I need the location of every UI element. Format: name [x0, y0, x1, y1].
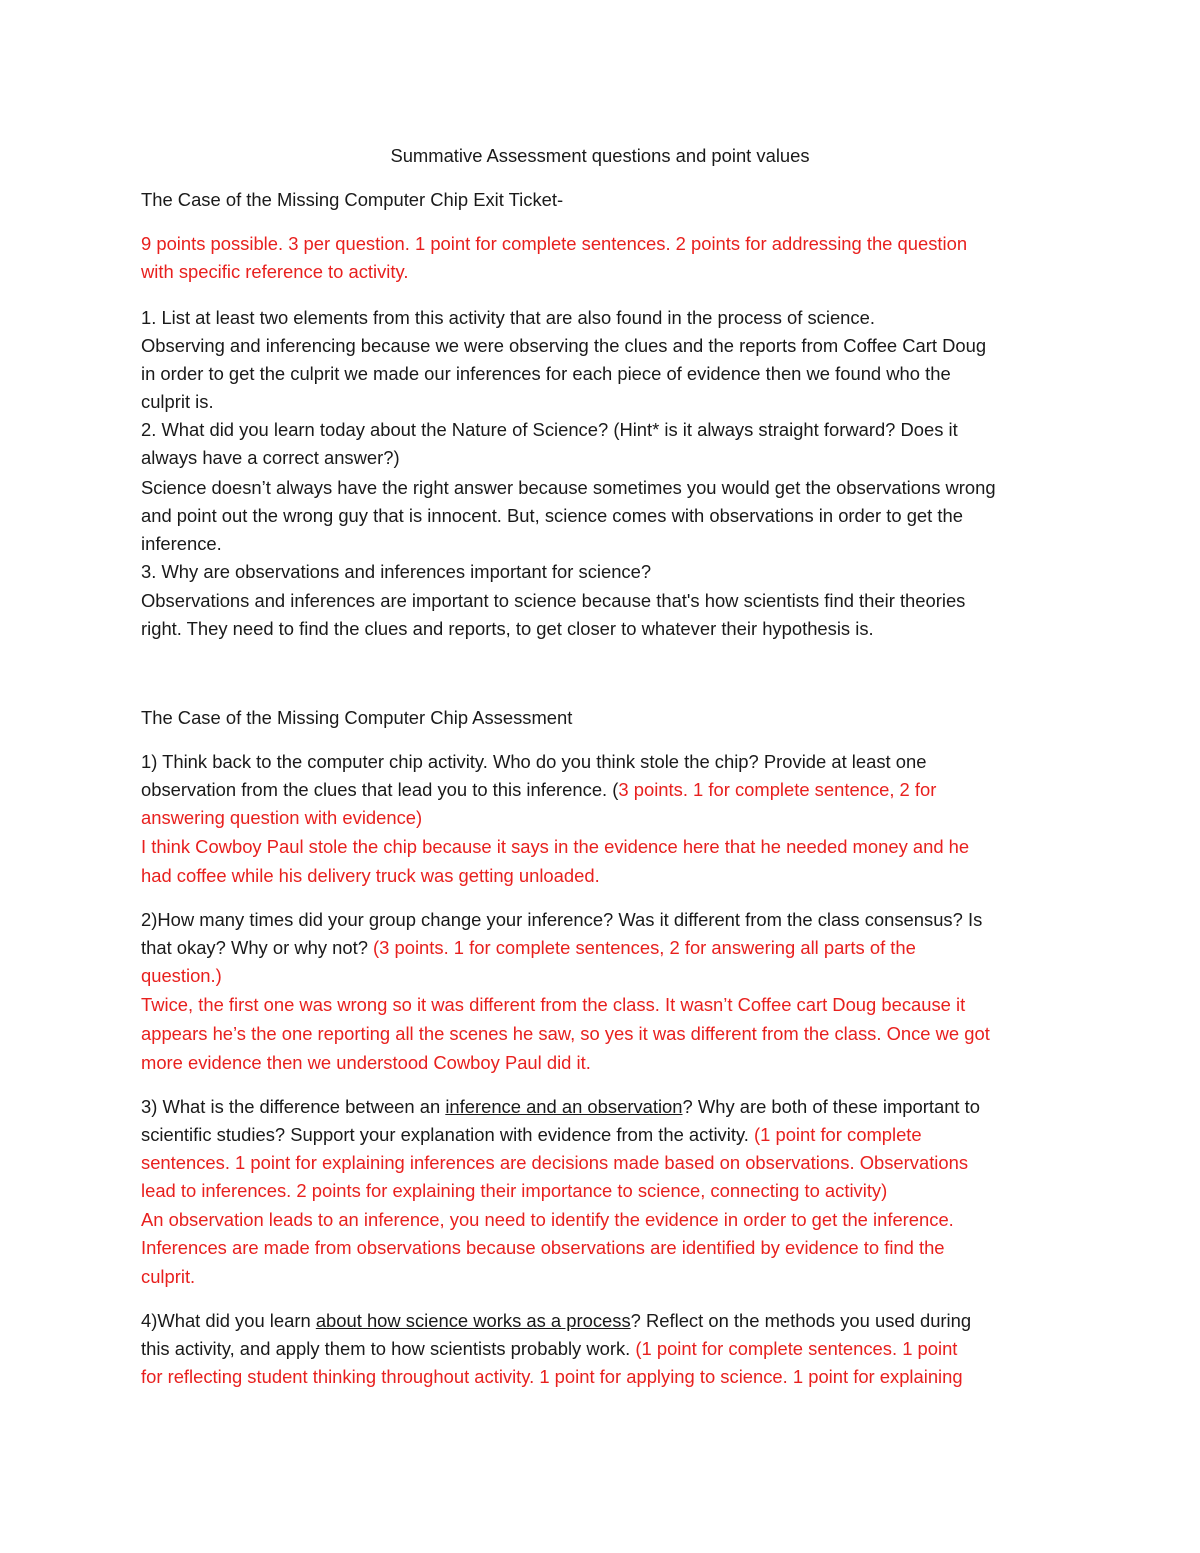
exit-q3-answer-line: right. They need to find the clues and reports, to get closer to whatever their hypothesis is. — [141, 618, 874, 639]
assess-q3-points-line: sentences. 1 point for explaining inferences are decisions made based on observations. Observations — [141, 1152, 969, 1173]
assess-q2-points-line: question.) — [141, 965, 222, 986]
assessment-heading: The Case of the Missing Computer Chip Assessment — [141, 707, 573, 728]
assess-q4-underlined-phrase: about how science works as a process — [315, 1310, 631, 1331]
assess-q2-answer-line: more evidence then we understood Cowboy Paul did it. — [141, 1052, 591, 1073]
assess-q1-question-text: observation from the clues that lead you to this inference. ( — [141, 779, 619, 800]
assess-q3-points: (1 point for complete — [754, 1124, 922, 1145]
assess-q4-question-line — [141, 1307, 971, 1335]
assess-q1-answer-line: had coffee while his delivery truck was getting unloaded. — [141, 865, 600, 886]
assess-q3-question-text: 3) What is the difference between an — [141, 1096, 446, 1117]
assess-q4-question-line — [141, 1335, 957, 1363]
assess-q2-answer-line: Twice, the first one was wrong so it was different from the class. It wasn’t Coffee cart Doug because it — [141, 994, 966, 1015]
exit-q2-question-line: always have a correct answer?) — [141, 447, 400, 468]
assess-q3-question-text: scientific studies? Support your explanation with evidence from the activity. — [141, 1124, 754, 1145]
exit-q1-answer-line: Observing and inferencing because we were observing the clues and the reports from Coffee Cart Doug — [141, 335, 987, 356]
exit-ticket-scoring-line: 9 points possible. 3 per question. 1 point for complete sentences. 2 points for addressing the question — [141, 233, 968, 254]
assess-q3-points-line: lead to inferences. 2 points for explaining their importance to science, connecting to activity) — [141, 1180, 888, 1201]
assess-q3-question-line — [141, 1093, 980, 1121]
exit-q1-question: 1. List at least two elements from this activity that are also found in the process of science. — [141, 307, 875, 328]
exit-q1-answer-line: culprit is. — [141, 391, 214, 412]
exit-q3-question: 3. Why are observations and inferences important for science? — [141, 561, 652, 582]
exit-q2-answer-line: Science doesn’t always have the right answer because sometimes you would get the observations wrong — [141, 477, 996, 498]
exit-ticket-scoring-line: with specific reference to activity. — [141, 261, 409, 282]
assess-q3-question-text: ? Why are both of these important to — [682, 1096, 980, 1117]
assess-q2-question-text: that okay? Why or why not? — [141, 937, 374, 958]
exit-q1-answer-line: in order to get the culprit we made our inferences for each piece of evidence then we found who the — [141, 363, 951, 384]
assess-q2-points: (3 points. 1 for complete sentences, 2 for answering all parts of the — [373, 937, 916, 958]
assess-q4-points: (1 point for complete sentences. 1 point — [635, 1338, 958, 1359]
assess-q1-question-line — [141, 776, 936, 804]
exit-q3-answer-line: Observations and inferences are important to science because that's how scientists find their theories — [141, 590, 966, 611]
assess-q1-answer-line: I think Cowboy Paul stole the chip because it says in the evidence here that he needed money and he — [141, 836, 970, 857]
assess-q2-question-line — [141, 934, 916, 962]
assess-q4-question-text: this activity, and apply them to how scientists probably work. — [141, 1338, 636, 1359]
assess-q3-answer-line: Inferences are made from observations because observations are identified by evidence to find the — [141, 1237, 945, 1258]
assess-q1-points-line: answering question with evidence) — [141, 807, 423, 828]
page-title: Summative Assessment questions and point values — [390, 145, 810, 166]
exit-q2-answer-line: inference. — [141, 533, 222, 554]
exit-q2-answer-line: and point out the wrong guy that is innocent. But, science comes with observations in order to get the — [141, 505, 963, 526]
assess-q3-answer-line: culprit. — [141, 1266, 196, 1287]
assess-q4-points-line: for reflecting student thinking throughout activity. 1 point for applying to science. 1 point for explaining — [141, 1366, 963, 1387]
assess-q4-question-text: ? Reflect on the methods you used during — [630, 1310, 972, 1331]
exit-q2-question-line: 2. What did you learn today about the Nature of Science? (Hint* is it always straight forward? Does it — [141, 419, 958, 440]
assess-q3-question-line — [141, 1121, 922, 1149]
assess-q3-answer-line: An observation leads to an inference, you need to identify the evidence in order to get the inference. — [141, 1209, 954, 1230]
exit-ticket-heading: The Case of the Missing Computer Chip Exit Ticket- — [141, 189, 564, 210]
assess-q2-answer-line: appears he’s the one reporting all the scenes he saw, so yes it was different from the class. Once we got — [141, 1023, 990, 1044]
assess-q2-question-line: 2)How many times did your group change your inference? Was it different from the class consensus? Is — [141, 909, 983, 930]
assess-q3-underlined-phrase: inference and an observation — [445, 1096, 683, 1117]
assess-q1-points: 3 points. 1 for complete sentence, 2 for — [618, 779, 937, 800]
assess-q1-question-line: 1) Think back to the computer chip activity. Who do you think stole the chip? Provide at least one — [141, 751, 927, 772]
assess-q4-question-text: 4)What did you learn — [141, 1310, 316, 1331]
